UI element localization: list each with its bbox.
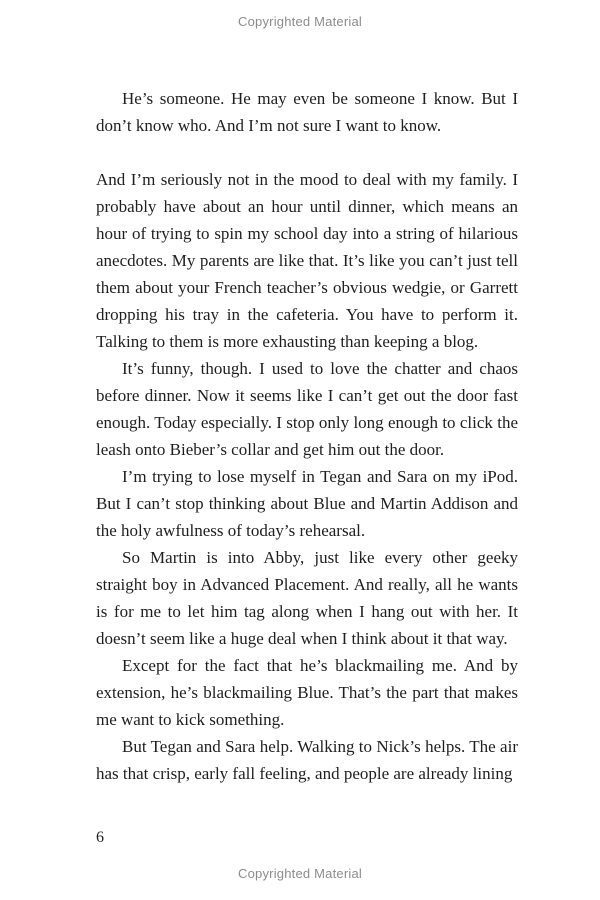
- paragraph: Except for the fact that he’s blackmailing me. And by extension, he’s blackmailing Blue. That’s the part that makes me want to kick something.: [96, 656, 518, 729]
- paragraph: But Tegan and Sara help. Walking to Nick’s helps. The air has that crisp, early fall feeling, and people are already lining: [96, 737, 518, 783]
- text-section-2: [96, 166, 518, 787]
- text-section-1: [96, 85, 518, 139]
- paragraph: And I’m seriously not in the mood to deal with my family. I probably have about an hour until dinner, which means an hour of trying to spin my school day into a string of hilarious anecdotes. My parents are like that. It’s like you can’t just tell them about your French teacher’s obvious wedgie, or Garrett dropping his tray in the cafeteria. You have to perform it. Talking to them is more exhausting than keeping a blog.: [96, 170, 518, 351]
- copyright-watermark-bottom: Copyrighted Material: [238, 866, 362, 881]
- page-number: 6: [96, 829, 104, 846]
- paragraph: It’s funny, though. I used to love the chatter and chaos before dinner. Now it seems like I can’t get out the door fast enough. Today especially. I stop only long enough to click the leash onto Bieber’s collar and get him out the door.: [96, 359, 518, 459]
- paragraph: So Martin is into Abby, just like every other geeky straight boy in Advanced Placement. And really, all he wants is for me to let him tag along when I hang out with her. It doesn’t seem like a huge deal when I think about it that way.: [96, 548, 518, 648]
- paragraph: I’m trying to lose myself in Tegan and Sara on my iPod. But I can’t stop thinking about Blue and Martin Addison and the holy awfulness of today’s rehearsal.: [96, 467, 518, 540]
- copyright-watermark-top: Copyrighted Material: [238, 14, 362, 29]
- paragraph: He’s someone. He may even be someone I know. But I don’t know who. And I’m not sure I want to know.: [96, 89, 518, 135]
